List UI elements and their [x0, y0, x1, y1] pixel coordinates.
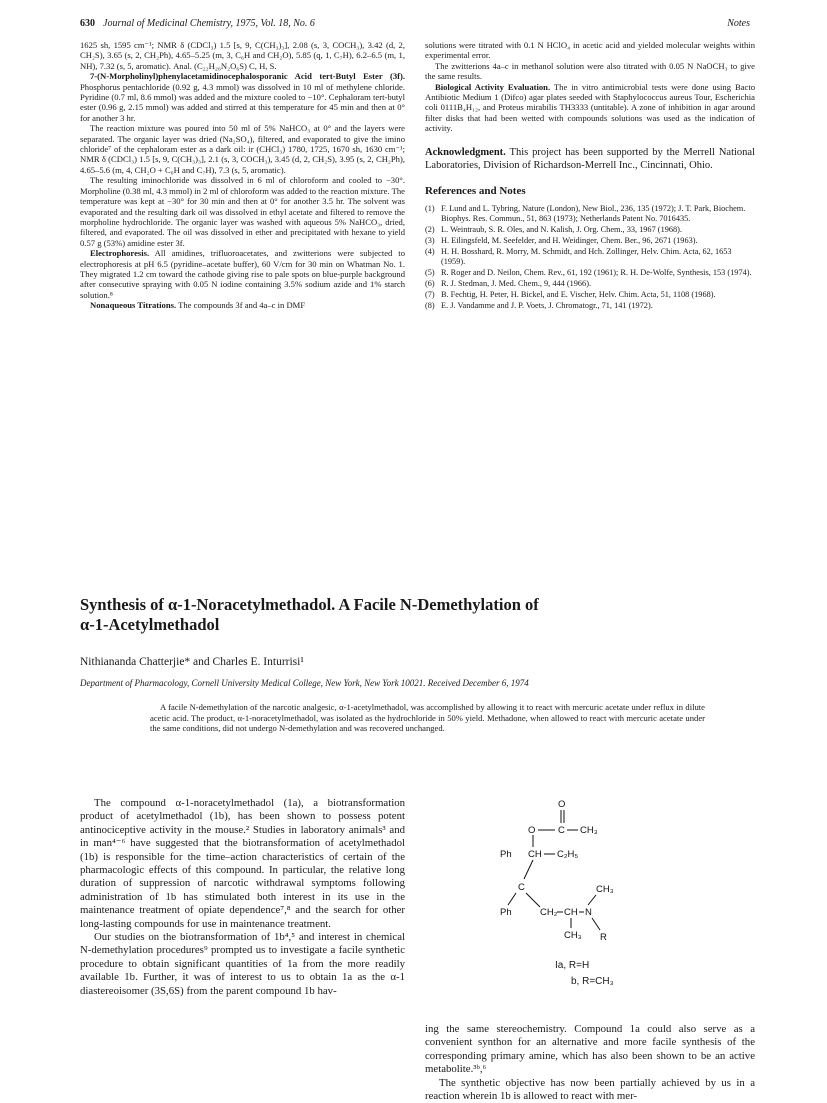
paragraph-text: All amidines, trifluoroacetates, and zwitterions were subjected to electrophoresis at pH 6.5 (pyridine–acetate buffer), 60 V/cm for 30 min on Whatman No. 1. They migrated 1.2 cm toward the cathode giving rise to pale spots on blue-purple background after consecutive spraying with 0.05 N iodine containing 3.5% sodium azide and 1% starch solution.⁸: [80, 248, 405, 300]
paragraph: 1625 sh, 1595 cm⁻¹; NMR δ (CDCl₃) 1.5 [s, 9, C(CH₃)₃], 2.08 (s, 3, COCH₃), 3.42 (d, 2, CH₂S), 3.65 (s, 2, CH₂Ph), 4.65–5.25 (m, 3, C₆H and CH₂O), 5.85 (q, 1, C₇H), 6.2–6.5 (m, 1, NH), 7.32 (s, 5, aromatic). Anal. (C₂₂H₂₆N₂O₆S) C, H, S.: [80, 40, 405, 71]
paragraph: [80, 248, 405, 300]
title-line: α-1-Acetylmethadol: [80, 615, 220, 634]
acknowledgment-text: This project has been supported by the Merrell National Laboratories, Division of Richardson-Merrell Inc., Cincinnati, Ohio.: [425, 146, 755, 171]
paragraph: [80, 300, 405, 310]
run-in-heading: 7-(N-Morpholinyl)phenylacetamidinocephalosporanic Acid tert-Butyl Ester (3f).: [90, 71, 405, 82]
reference-text: L. Weintraub, S. R. Oles, and N. Kalish, J. Org. Chem., 33, 1967 (1968).: [441, 225, 682, 235]
bond: [592, 918, 600, 930]
reference-item: [425, 247, 755, 267]
atom-label: O: [528, 825, 536, 836]
reference-text: H. H. Bosshard, R. Morry, M. Schmidt, and Hch. Zollinger, Helv. Chim. Acta, 62, 1653 (1959).: [441, 247, 732, 267]
running-header: [80, 18, 750, 32]
atom-label: R: [600, 932, 607, 943]
atom-label: N: [585, 907, 592, 918]
authors: Nithiananda Chatterjie* and Charles E. Inturrisi¹: [80, 656, 304, 668]
title-line: Synthesis of α-1-Noracetylmethadol. A Facile N-Demethylation of: [80, 595, 539, 614]
reference-number: (3): [425, 236, 435, 246]
atom-label: C₂H₅: [557, 849, 579, 860]
reference-number: (7): [425, 290, 435, 300]
atom-label: C: [518, 882, 525, 893]
atom-label: C: [558, 825, 565, 836]
run-in-heading: Biological Activity Evaluation.: [435, 81, 551, 92]
atom-label: CH₃: [580, 825, 598, 836]
reference-text: E. J. Vandamme and J. P. Voets, J. Chromatogr., 71, 141 (1972).: [441, 301, 653, 311]
paragraph: The zwitterions 4a–c in methanol solution were also titrated with 0.05 N NaOCH₃ to give the same results.: [425, 60, 755, 82]
paragraph: The synthetic objective has now been partially achieved by us in a reaction wherein 1b is allowed to react with mer-: [425, 1076, 755, 1103]
reference-text: H. Eilingsfeld, M. Seefelder, and H. Weidinger, Chem. Ber., 96, 2671 (1963).: [441, 236, 698, 246]
atom-label: CH₂: [540, 907, 558, 918]
atom-label: CH₃: [564, 930, 582, 941]
reference-number: (6): [425, 279, 435, 289]
reference-number: (8): [425, 301, 435, 311]
reference-item: [425, 301, 755, 311]
reference-item: [425, 279, 755, 289]
paragraph: solutions were titrated with 0.1 N HClO₄ in acetic acid and yielded molecular weights within experimental error.: [425, 40, 755, 61]
reference-text: F. Lund and L. Tybring, Nature (London), New Biol., 236, 135 (1972); J. T. Park, Biochem. Biophys. Res. Commun., 51, 863 (1973); Netherlands Patent No. 7016435.: [441, 204, 746, 224]
reference-number: (2): [425, 225, 435, 235]
paragraph: The compound α-1-noracetylmethadol (1a), a biotransformation product of acetylmethadol (1b), has been shown to possess potent antinociceptive activity in the mouse.² Studies in laboratory animals³ and in man⁴⁻⁶ have suggested that the biotransformation of acetylmethadol (1b) is responsible for the time–action characteristics of certain of the pharmacologic effects of this compound. In particular, the relative long duration of suppression of narcotic withdrawal symptoms following administration of 1b has stimulated both interest in its use in the maintenance treatment of opiate dependence⁷,⁸ and the search for other long-lasting compounds for use in maintenance treatment.: [80, 797, 405, 930]
bond: [508, 893, 516, 905]
paragraph: [80, 71, 405, 123]
bond: [524, 860, 533, 879]
references-heading: References and Notes: [425, 184, 526, 197]
structure-caption: Ia, R=H: [555, 960, 590, 971]
acknowledgment: [425, 146, 755, 172]
reference-number: (4): [425, 247, 435, 257]
reference-item: [425, 268, 755, 278]
bond: [588, 895, 596, 905]
paragraph-text: The in vitro antimicrobial tests were done using Bacto Antibiotic Medium 1 (Difco) agar plates seeded with Staphylococcus aureus Tour, Escherichia coli 0111B₄H₁₂, and Proteus mirabilis TH3333 (untitable). A zone of inhibition in agar around filter disks that had been wetted with compounds solutions was used as the indication of activity.: [425, 81, 756, 134]
atom-label: CH: [564, 907, 578, 918]
reference-text: B. Fechtig, H. Peter, H. Bickel, and E. Vischer, Helv. Chim. Acta, 51, 1108 (1968).: [441, 290, 716, 300]
structure-caption: b, R=CH₃: [571, 976, 614, 987]
paragraph-text: Phosphorus pentachloride (0.92 g, 4.3 mmol) was dissolved in 10 ml of methylene chloride. Pyridine (0.7 ml, 8.6 mmol) was added and the mixture cooled to −10°. Cephaloram tert-butyl ester (0.96 g, 2.15 mmol) was added and stirred at this temperature for 45 min and then at 0° for another 3 hr.: [80, 81, 405, 123]
reference-number: (1): [425, 204, 435, 214]
atom-label: O: [558, 799, 566, 810]
reference-item: [425, 225, 755, 235]
run-in-heading: Acknowledgment.: [425, 146, 506, 158]
atom-label: CH₃: [596, 884, 614, 895]
reference-item: [425, 290, 755, 300]
journal-citation: Journal of Medicinal Chemistry, 1975, Vol. 18, No. 6: [103, 18, 315, 29]
reference-list: [425, 204, 755, 311]
page-number: 630: [80, 18, 95, 29]
reference-item: [425, 204, 755, 224]
paragraph: Our studies on the biotransformation of 1b⁴,⁵ and interest in chemical N-demethylation procedures⁹ prompted us to investigate a facile synthetic procedure to obtain significant quantities of 1a from the more readily available 1b. Further, it was of interest to us to obtain 1a as the α-1 diastereoisomer (3S,6S) from the parent compound 1b hav-: [80, 931, 405, 997]
atom-label: CH: [528, 849, 542, 860]
run-in-heading: Electrophoresis.: [90, 248, 150, 259]
run-in-heading: Nonaqueous Titrations.: [90, 300, 177, 311]
abstract: A facile N-demethylation of the narcotic analgesic, α-1-acetylmethadol, was accomplished by allowing it to react with mercuric acetate under reflux in dilute acetic acid. The product, α-1-noracetylmethadol, was isolated as the hydrochloride in 50% yield. Methadone, when allowed to react with mercuric acetate under the same conditions, did not undergo N-demethylation and was recovered unchanged.: [150, 702, 705, 734]
paragraph: The reaction mixture was poured into 50 ml of 5% NaHCO₃ at 0° and the layers were separated. The organic layer was dried (Na₂SO₄), filtered, and evaporated to give the imino chloride⁷ of the cephaloram ester as a dark oil: ir (CHCl₃) 1780, 1725, 1670 sh, 1630 cm⁻¹; NMR δ (CDCl₃) 1.5 [s, 9, C(CH₃)₃], 2.1 (s, 3, COCH₃), 3.45 (d, 2, CH₂S), 3.95 (s, 2, CH₂Ph), 4.65–5.6 (m, 4, CH₂O + C₆H and C₇H), 7.3 (s, 5, aromatic).: [80, 123, 405, 175]
body-left-column: [80, 797, 405, 998]
body-right-column: [425, 1023, 755, 1103]
reference-text: R. Roger and D. Neilon, Chem. Rev., 61, 192 (1961); R. H. De-Wolfe, Synthesis, 153 (1974).: [441, 268, 752, 278]
paragraph: The resulting iminochloride was dissolved in 6 ml of chloroform and cooled to −30°. Morpholine (0.38 ml, 4.3 mmol) in 2 ml of chloroform was added to the reaction mixture. The temperature was kept at −30° for 30 min and then at 0° for another 3.5 hr. The solvent was evaporated and the resulting dark oil was dissolved in ethyl acetate and filtered to remove the morpholine hydrochloride. The organic layer was washed with aqueous 5% NaHCO₃, dried, filtered, and evaporated. The oil was dissolved in ether and precipitated with hexane to yield 0.57 g (53%) amidine ester 3f.: [80, 175, 405, 248]
bond: [526, 893, 540, 907]
paragraph-text: The compounds 3f and 4a–c in DMF: [176, 300, 306, 311]
reference-item: [425, 236, 755, 246]
atom-label: Ph: [500, 849, 512, 860]
section-label: Notes: [727, 18, 750, 29]
right-column-prev-article: [425, 40, 755, 312]
paragraph: [425, 82, 755, 134]
affiliation: Department of Pharmacology, Cornell University Medical College, New York, New York 10021. Received December 6, 1974: [80, 678, 529, 688]
paragraph: ing the same stereochemistry. Compound 1a could also serve as a convenient synthon for an alternative and more facile synthesis of the corresponding primary amine, which has also been shown to be an active metabolite.³ᵇ,⁶: [425, 1023, 755, 1076]
reference-number: (5): [425, 268, 435, 278]
left-column-prev-article: [80, 40, 405, 311]
article-title: [80, 595, 750, 635]
atom-label: Ph: [500, 907, 512, 918]
reference-text: R. J. Stedman, J. Med. Chem., 9, 444 (1966).: [441, 279, 592, 289]
